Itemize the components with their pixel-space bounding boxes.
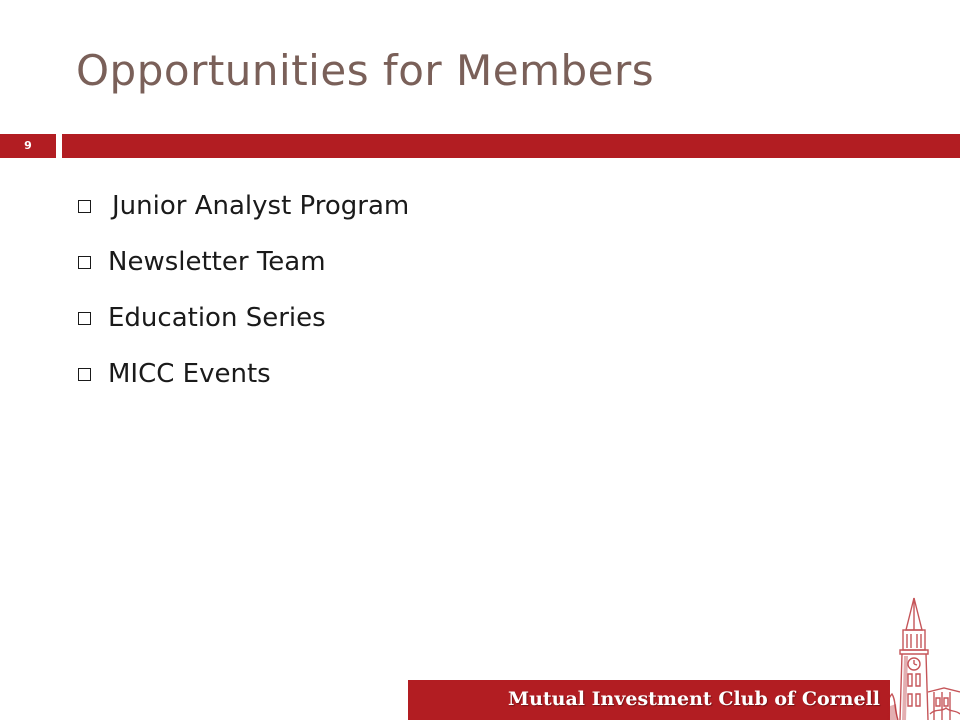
footer-bar: [408, 680, 890, 720]
checkbox-square-icon: [78, 200, 91, 213]
bullet-text: Education Series: [108, 303, 326, 333]
title-rule-bar: [62, 134, 960, 158]
clock-tower-icon: [884, 596, 960, 720]
bullet-item: [78, 234, 409, 290]
slide-title: Opportunities for Members: [76, 46, 655, 95]
bullet-text: MICC Events: [108, 359, 271, 389]
checkbox-square-icon: [78, 312, 91, 325]
bullet-item: [78, 290, 409, 346]
bullet-text: Junior Analyst Program: [112, 191, 410, 221]
checkbox-square-icon: [78, 368, 91, 381]
bullet-text: Newsletter Team: [108, 247, 326, 277]
bullet-item: [78, 178, 409, 234]
footer-organization-name: Mutual Investment Club of Cornell: [508, 688, 880, 710]
bullet-item: [78, 346, 409, 402]
slide-number: 9: [24, 139, 32, 152]
bullet-list: [78, 178, 409, 402]
checkbox-square-icon: [78, 256, 91, 269]
